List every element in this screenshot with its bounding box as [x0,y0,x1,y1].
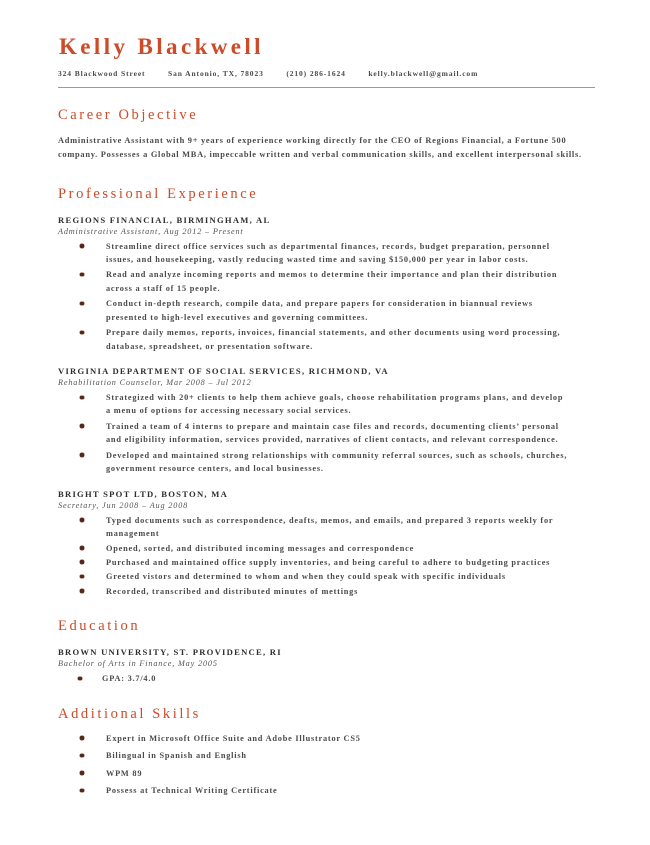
list-item-text: Expert in Microsoft Office Suite and Adobe Illustrator CS5 [106,733,361,743]
list-item-text: Opened, sorted, and distributed incoming messages and correspondence [106,543,415,553]
experience-entry [58,366,595,476]
list-item [58,514,570,541]
bullet-icon [80,273,84,277]
list-item [58,749,570,762]
responsibility-list [58,391,595,476]
list-item-text: Bilingual in Spanish and English [106,751,247,761]
skills-list [58,732,595,798]
contact-address: 324 Blackwood Street [58,69,146,79]
list-item [58,732,570,745]
list-item-text: Strategized with 20+ clients to help them achieve goals, choose rehabilitation programs plans, and develop a menu of options for accessing necessary social services. [106,393,564,416]
employer-name: VIRGINIA DEPARTMENT OF SOCIAL SERVICES, RICHMOND, VA [58,366,389,377]
bullet-icon [80,518,84,522]
bullet-icon [80,331,84,335]
list-item [58,420,570,447]
list-item-text: Developed and maintained strong relationships with community referral sources, such as schools, churches, government resource centers, and local businesses. [106,450,568,474]
job-title-and-dates: Secretary, Jun 2008 – Aug 2008 [58,500,189,510]
bullet-icon [80,789,84,793]
list-item [58,585,570,598]
bullet-icon [80,589,84,593]
section-career-objective [58,107,595,161]
list-item [58,570,570,583]
section-heading-career-objective: Career Objective [58,107,199,124]
bullet-icon [80,771,84,775]
bullet-icon [80,736,84,740]
employer-name: BRIGHT SPOT LTD, BOSTON, MA [58,488,229,499]
bullet-icon [80,396,84,400]
section-heading-additional-skills: Additional Skills [58,705,201,722]
section-additional-skills [58,706,595,798]
education-entry [58,647,595,685]
job-title-and-dates: Administrative Assistant, Aug 2012 – Present [58,226,244,236]
section-heading-education: Education [58,618,141,635]
list-item [58,297,570,324]
education-detail-list [58,672,595,685]
job-title-and-dates: Rehabilitation Counselor, Mar 2008 – Jul 2012 [58,378,252,388]
contact-email: kelly.blackwell@gmail.com [368,69,479,79]
bullet-icon [80,244,84,248]
list-item-text: Recorded, transcribed and distributed minutes of mettings [106,586,359,596]
list-item [58,268,570,295]
list-item-text: Purchased and maintained office supply inventories, and being careful to adhere to budgeting practices [106,557,551,567]
bullet-icon [80,302,84,306]
bullet-icon [80,560,84,564]
list-item-text: Typed documents such as correspondence, deafts, memos, and emails, and prepared 3 reports weekly for management [106,515,554,539]
career-objective-text: Administrative Assistant with 9+ years of experience working directly for the CEO of Regions Financial, a Fortune 500 company. Possesses a Global MBA, impeccable written and verbal communication skills, and excellent interpersonal skills. [58,136,582,159]
bullet-icon [80,453,84,457]
section-heading-professional-experience: Professional Experience [58,185,259,202]
bullet-icon [80,546,84,550]
list-item [58,391,570,418]
responsibility-list [58,240,595,354]
list-item [58,767,570,780]
list-item [58,542,570,555]
contact-line [58,69,595,78]
section-professional-experience [58,186,595,599]
list-item-text: Streamline direct office services such as departmental finances, records, budget preparation, personnel issues, and housekeeping, vastly reducing wasted time and saving $150,000 per year in labor costs. [106,241,550,264]
contact-city-state-zip: San Antonio, TX, 78023 [168,69,264,79]
experience-entry [58,489,595,599]
list-item-text: Prepare daily memos, reports, invoices, financial statements, and other documents using word processing, database, spreadsheet, or presentation software. [106,328,561,351]
resume-header [58,34,595,88]
employer-name: REGIONS FINANCIAL, BIRMINGHAM, AL [58,214,271,225]
bullet-icon [80,424,84,428]
list-item [58,556,570,569]
list-item [58,326,570,353]
experience-entry [58,215,595,354]
section-education [58,618,595,685]
list-item-text: Trained a team of 4 interns to prepare and maintain case files and records, documenting clients’ personal and eligibility information, services provided, narratives of client contacts, and relevant correspondence. [106,421,559,445]
list-item-text: Greeted vistors and determined to whom and when they could speak with specific individuals [106,572,506,582]
list-item [58,449,570,476]
school-name: BROWN UNIVERSITY, ST. PROVIDENCE, RI [58,647,282,658]
responsibility-list [58,514,595,599]
list-item-text: Read and analyze incoming reports and memos to determine their importance and plan their distribution across a staff of 15 people. [106,270,558,293]
bullet-icon [78,677,82,681]
degree-and-date: Bachelor of Arts in Finance, May 2005 [58,659,218,669]
contact-phone: (210) 286-1624 [286,69,346,79]
list-item-text: Conduct in-depth research, compile data, and prepare papers for consideration in biannual reviews presented to high-level executives and governing committees. [106,299,533,322]
bullet-icon [80,575,84,579]
candidate-name: Kelly Blackwell [59,34,264,59]
list-item-text: GPA: 3.7/4.0 [102,674,157,684]
list-item [58,784,570,797]
list-item [58,240,570,267]
list-item-text: Possess at Technical Writing Certificate [106,786,278,796]
list-item [58,672,570,685]
bullet-icon [80,754,84,758]
header-divider [58,87,595,88]
list-item-text: WPM 89 [106,768,143,778]
